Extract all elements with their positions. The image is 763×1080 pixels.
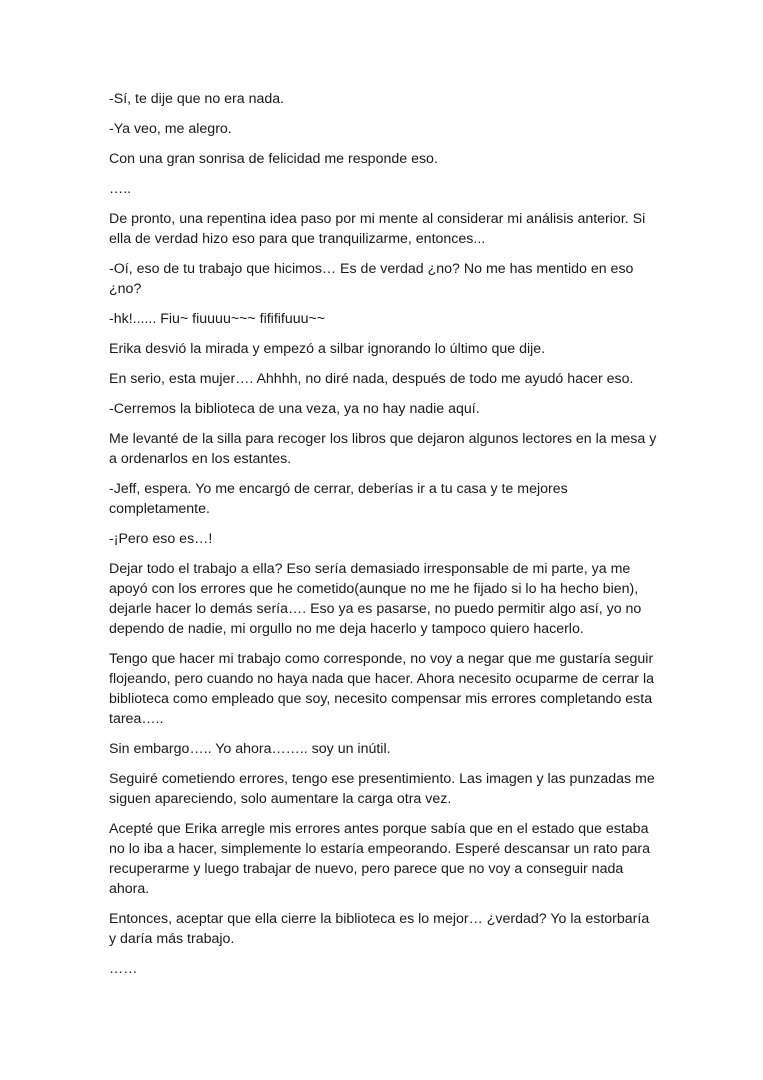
paragraph: -¡Pero eso es…! <box>109 531 213 547</box>
paragraph: Me levanté de la silla para recoger los libros que dejaron algunos lectores en la mesa y a ordenarlos en los estantes. <box>109 431 657 467</box>
paragraph: -Ya veo, me alegro. <box>109 121 232 137</box>
paragraph: -Cerremos la biblioteca de una veza, ya no hay nadie aquí. <box>109 401 480 417</box>
paragraph: Con una gran sonrisa de felicidad me responde eso. <box>109 151 438 167</box>
paragraph: Erika desvió la mirada y empezó a silbar ignorando lo último que dije. <box>109 341 546 357</box>
paragraph: Tengo que hacer mi trabajo como corresponde, no voy a negar que me gustaría seguir flojeando, pero cuando no haya nada que hacer. Ahora necesito ocuparme de cerrar la biblioteca como empleado que soy, necesito compensar mis errores completando esta tarea….. <box>109 651 655 727</box>
paragraph: En serio, esta mujer…. Ahhhh, no diré nada, después de todo me ayudó hacer eso. <box>109 371 634 387</box>
paragraph: ….. <box>109 181 132 197</box>
paragraph: Seguiré cometiendo errores, tengo ese presentimiento. Las imagen y las punzadas me siguen apareciendo, solo aumentare la carga otra vez. <box>109 771 655 807</box>
paragraph: -Jeff, espera. Yo me encargó de cerrar, deberías ir a tu casa y te mejores completamente. <box>109 481 568 517</box>
paragraph: Sin embargo….. Yo ahora…….. soy un inútil. <box>109 741 391 757</box>
paragraph: Dejar todo el trabajo a ella? Eso sería demasiado irresponsable de mi parte, ya me apoyó con los errores que he cometido(aunque no me he fijado si lo ha hecho bien), dejarle hacer lo demás sería…. Eso ya es pasarse, no puedo permitir algo así, yo no dependo de nadie, mi orgullo no me deja hacerlo y tampoco quiero hacerlo. <box>109 561 642 637</box>
paragraph: -Oí, eso de tu trabajo que hicimos… Es de verdad ¿no? No me has mentido en eso ¿no? <box>109 261 634 297</box>
paragraph: -Sí, te dije que no era nada. <box>109 91 285 107</box>
paragraph: De pronto, una repentina idea paso por mi mente al considerar mi análisis anterior. Si ella de verdad hizo eso para que tranquilizarme, entonces... <box>109 211 646 247</box>
paragraph: …… <box>109 961 138 977</box>
paragraph: Entonces, aceptar que ella cierre la biblioteca es lo mejor… ¿verdad? Yo la estorbaría y daría más trabajo. <box>109 911 650 947</box>
document-body <box>109 89 657 989</box>
paragraph: Acepté que Erika arregle mis errores antes porque sabía que en el estado que estaba no lo iba a hacer, simplemente lo estaría empeorando. Esperé descansar un rato para recuperarme y luego trabajar de nuevo, pero parece que no voy a conseguir nada ahora. <box>109 821 651 897</box>
paragraph: -hk!...... Fiu~ fiuuuu~~~ fifififuuu~~ <box>109 311 326 327</box>
